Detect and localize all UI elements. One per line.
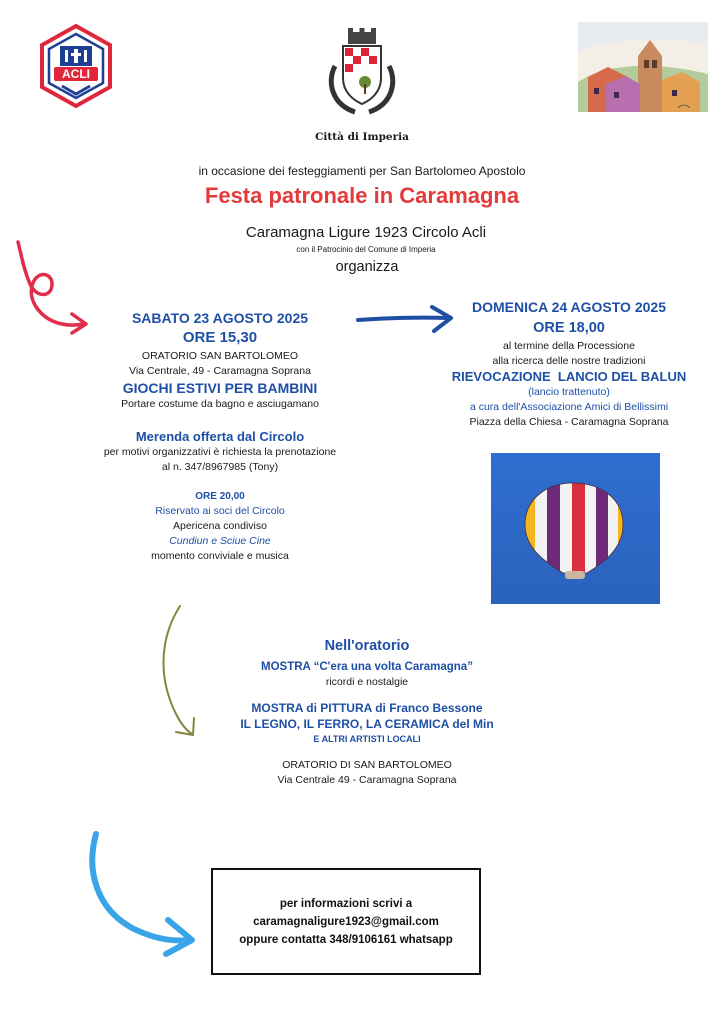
oratorio-section	[200, 637, 534, 788]
mostra-heading: MOSTRA “C'era una volta Caramagna”	[261, 661, 473, 673]
city-crest-emblem	[325, 26, 399, 118]
evening-members: Riservato ai soci del Circolo	[155, 505, 285, 517]
acli-logo	[38, 24, 114, 108]
balloon-photo	[491, 453, 660, 604]
games-heading: GIOCHI ESTIVI PER BAMBINI	[122, 380, 318, 396]
saturday-section	[70, 309, 370, 412]
merenda-note: per motivi organizzativi è richiesta la prenotazione	[103, 446, 337, 458]
saturday-address: Via Centrale, 49 - Caramagna Soprana	[129, 365, 311, 377]
rievocazione-heading: RIEVOCAZIONE LANCIO DEL BALUN	[451, 369, 687, 384]
sky-blue-curved-arrow-icon	[86, 830, 206, 960]
merenda-phone: al n. 347/8967985 (Tony)	[161, 461, 279, 473]
village-painting	[578, 22, 708, 112]
oratorio-heading: Nell'oratorio	[324, 638, 410, 654]
intro-line: in occasione dei festeggiamenti per San Bartolomeo Apostolo	[198, 164, 526, 178]
games-note: Portare costume da bagno e asciugamano	[121, 398, 319, 410]
mostra-sub: ricordi e nostalgie	[325, 676, 409, 688]
evening-time: ORE 20,00	[195, 491, 245, 502]
materials-heading: IL LEGNO, IL FERRO, LA CERAMICA del Min	[240, 717, 494, 731]
sunday-place: Piazza della Chiesa - Caramagna Soprana	[469, 416, 669, 428]
evening-apericena: Apericena condiviso	[173, 520, 267, 532]
evening-music: momento conviviale e musica	[151, 550, 289, 562]
saturday-time: ORE 15,30	[182, 329, 258, 346]
sunday-after: al termine della Processione	[503, 340, 635, 352]
acli-logo-text: ACLI	[62, 67, 90, 81]
sunday-date: DOMENICA 24 AGOSTO 2025	[472, 299, 666, 315]
rievocazione-cura: a cura dell'Associazione Amici di Bellissimi	[469, 401, 669, 413]
contact-email[interactable]: caramagnaligure1923@gmail.com	[253, 915, 439, 928]
organizza-line: organizza	[335, 259, 399, 275]
merenda-section	[70, 428, 370, 475]
contact-info-box	[211, 868, 481, 975]
merenda-heading: Merenda offerta dal Circolo	[135, 429, 305, 444]
sunday-time: ORE 18,00	[533, 320, 605, 336]
rievocazione-note: (lancio trattenuto)	[528, 386, 610, 398]
evening-section	[70, 489, 370, 564]
pittura-heading: MOSTRA di PITTURA di Franco Bessone	[251, 701, 483, 715]
page-title: Festa patronale in Caramagna	[204, 183, 520, 208]
evening-band: Cundiun e Sciue Cine	[169, 535, 271, 547]
saturday-date: SABATO 23 AGOSTO 2025	[131, 310, 309, 326]
sunday-tradition: alla ricerca delle nostre tradizioni	[492, 355, 646, 367]
contact-line: per informazioni scrivi a	[279, 897, 413, 910]
oratorio-address: Via Centrale 49 - Caramagna Soprana	[277, 774, 457, 786]
oratorio-place: ORATORIO DI SAN BARTOLOMEO	[282, 759, 452, 771]
altri-artisti: E ALTRI ARTISTI LOCALI	[313, 734, 421, 744]
sunday-section	[416, 298, 722, 430]
city-caption: Città di Imperia	[315, 131, 409, 143]
club-name: Caramagna Ligure 1923 Circolo Acli	[245, 224, 487, 241]
patronage-line: con il Patrocinio del Comune di Imperia	[296, 245, 436, 254]
contact-phone[interactable]: oppure contatta 348/9106161 whatsapp	[239, 933, 453, 946]
saturday-place: ORATORIO SAN BARTOLOMEO	[141, 350, 299, 362]
